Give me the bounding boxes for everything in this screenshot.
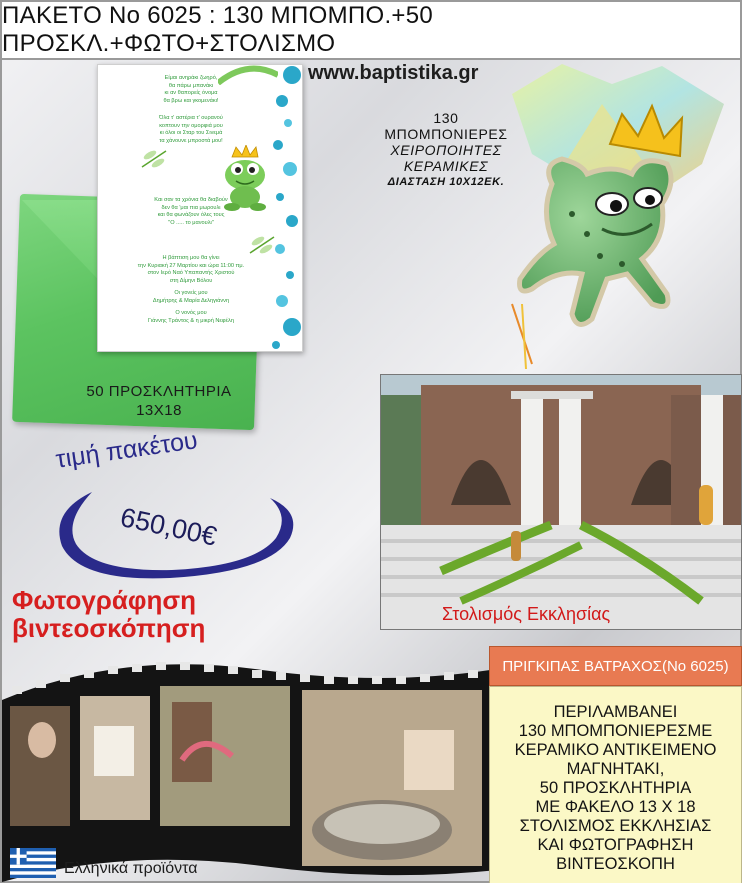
church-decoration-photo	[380, 374, 742, 630]
dragonfly-icon	[138, 147, 170, 171]
package-contents: ΠΕΡΙΛΑΜΒΑΝΕΙ 130 ΜΠΟΜΠΟΝΙΕΡΕΣΜΕ ΚΕΡΑΜΙΚΟ ΑΝΤΙΚΕΙΜΕΝΟ ΜΑΓΝΗΤΑΚΙ, 50 ΠΡΟΣΚΛΗΤΗΡΙΑ ΜΕ ΦΑΚΕΛΟ 13 Χ 18 ΣΤΟΛΙΣΜΟΣ ΕΚΚΛΗΣΙΑΣ ΚΑΙ ΦΩΤΟΓΡΑΦΗΣΗ ΒΙΝΤΕΟΣΚΟΠΗ	[489, 686, 742, 883]
invitation-details: Η βάπτιση μου θα γίνει την Κυριακή 27 Μαρτίου και ώρα 11:00 πμ. στον Ιερό Ναό Υπαπαντής Χριστού στη Δίμηνι Βόλου Οι γονείς μου Δημήτρης & Μαρία Δεληγιάννη Ο νονός μου Γιάννης Τράντος & η μικρή Νεφέλη	[137, 255, 245, 324]
invitation-verse-1: Είμαι ανηράκι ζωηρό, θα πάρω μπανάκι κι αν θαπορείς όνομα θα βρω και γκομενάκι!	[163, 75, 219, 104]
greek-flag-icon	[10, 848, 56, 878]
invitation-verse-2: Όλα τ' αστέρια τ' ουρανού κοπτουν την ομορφιά μου κι όλοι οι Σταρ του Σινεμά τα χάνουνε μπροστά μου!	[159, 115, 223, 144]
film-strip	[2, 630, 502, 883]
bonbonniere-description: 130 ΜΠΟΜΠΟΝΙΕΡΕΣ ΧΕΙΡΟΠΟΙΗΤΕΣ ΚΕΡΑΜΙΚΕΣ ΔΙΑΣΤΑΣΗ 10Χ12ΕΚ.	[384, 110, 508, 188]
invitations-label: 50 ΠΡΟΣΚΛΗΤΗΡΙΑ 13Χ18	[86, 383, 232, 419]
invitation-card	[97, 64, 303, 352]
page-title: ΠΑΚΕΤΟ Νο 6025 : 130 ΜΠΟΜΠΟ.+50 ΠΡΟΣΚΛ.+ΦΩΤΟ+ΣΤΟΛΙΣΜΟ	[2, 2, 434, 57]
package-header: ΠΡΙΓΚΙΠΑΣ ΒΑΤΡΑΧΟΣ(Νο 6025)	[489, 646, 742, 686]
dragonfly-icon	[246, 233, 278, 257]
price-label: τιμή πακέτου	[54, 426, 200, 474]
website-url[interactable]: www.baptistika.gr	[308, 62, 479, 84]
photography-label: Φωτογράφηση βιντεοσκόπηση	[12, 585, 206, 643]
price-value: 650,00€	[117, 502, 220, 552]
ceramic-frog-bonbonniere	[492, 64, 732, 374]
page-title-bar	[2, 2, 740, 60]
church-caption: Στολισμός Εκκλησίας	[442, 604, 611, 624]
greek-products-label: Ελληνικά προϊόντα	[64, 860, 198, 877]
invitation-verse-3: Και σαν τα χρόνια θα διαβούν δεν θα 'μαι πια μωρουλι και θα φωνάζουν όλες τους "Ο ..... το μανουλι"	[154, 197, 228, 226]
